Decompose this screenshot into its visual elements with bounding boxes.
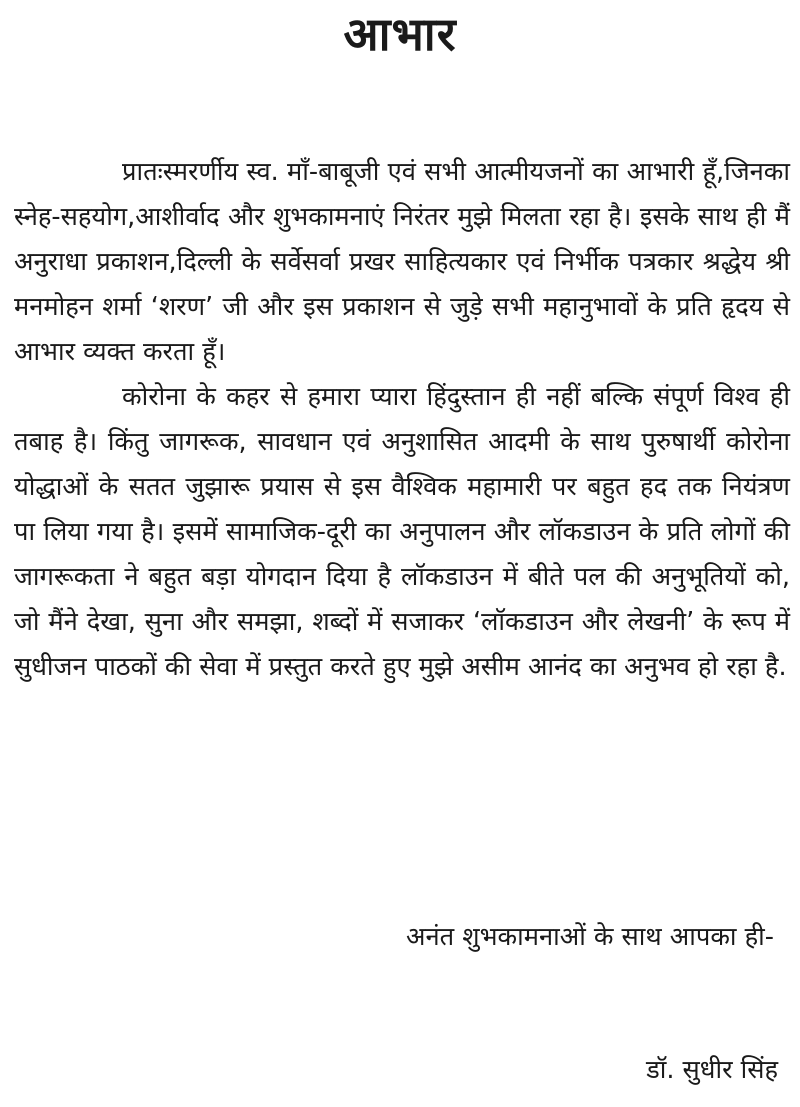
body-text bbox=[14, 150, 790, 690]
page-title: आभार bbox=[343, 7, 457, 61]
author-signature: डॉ. सुधीर सिंह bbox=[646, 1055, 778, 1085]
closing-line: अनंत शुभकामनाओं के साथ आपका ही- bbox=[405, 922, 774, 952]
paragraph-gratitude: प्रातःस्मरर्णीय स्व. माँ-बाबूजी एवं सभी आत्मीयजनों का आभारी हूँ,जिनका स्नेह-सहयोग,आशीर्वाद और शुभकामनाएं निरंतर मुझे मिलता रहा है। इसके साथ ही मैं अनुराधा प्रकाशन,दिल्ली के सर्वेसर्वा प्रखर साहित्यकार एवं निर्भीक पत्रकार श्रद्धेय श्री मनमोहन शर्मा ‘शरण’ जी और इस प्रकाशन से जुड़े सभी महानुभावों के प्रति हृदय से आभार व्यक्त करता हूँ। bbox=[14, 157, 790, 367]
paragraph-corona: कोरोना के कहर से हमारा प्यारा हिंदुस्तान ही नहीं बल्कि संपूर्ण विश्व ही तबाह है। किंतु जागरूक, सावधान एवं अनुशासित आदमी के साथ पुरुषार्थी कोरोना योद्धाओं के सतत जुझारू प्रयास से इस वैश्विक महामारी पर बहुत हद तक नियंत्रण पा लिया गया है। इसमें सामाजिक-दूरी का अनुपालन और लॉकडाउन के प्रति लोगों की जागरूकता ने बहुत बड़ा योगदान दिया है लॉकडाउन में बीते पल की अनुभूतियों को, जो मैंने देखा, सुना और समझा, शब्दों में सजाकर ‘लॉकडाउन और लेखनी’ के रूप में सुधीजन पाठकों की सेवा में प्रस्तुत करते हुए मुझे असीम आनंद का अनुभव हो रहा है. bbox=[14, 382, 790, 682]
